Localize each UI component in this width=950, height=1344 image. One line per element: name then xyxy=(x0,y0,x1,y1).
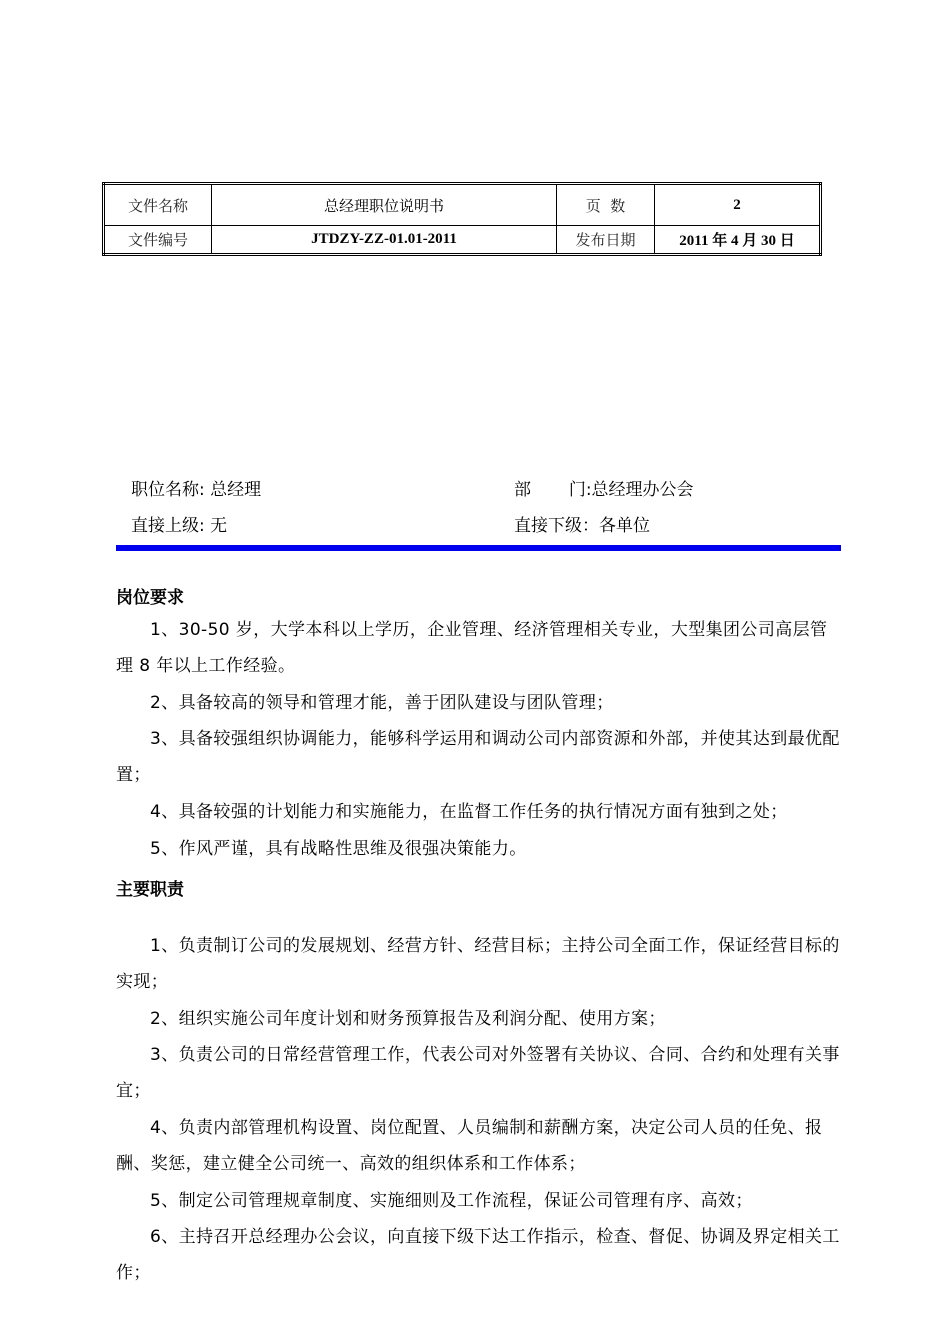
requirements-heading: 岗位要求 xyxy=(116,588,184,608)
requirement-item: 1、30-50 岁，大学本科以上学历，企业管理、经济管理相关专业，大型集团公司高层管理 8 年以上工作经验。 xyxy=(116,620,828,676)
date-label: 发布日期 xyxy=(557,226,655,255)
position-name: 职位名称: 总经理 xyxy=(131,480,262,500)
duty-item: 2、组织实施公司年度计划和财务预算报告及利润分配、使用方案； xyxy=(150,1009,666,1029)
duty-item: 1、负责制订公司的发展规划、经营方针、经营目标；主持公司全面工作，保证经营目标的实现； xyxy=(116,936,840,992)
file-name-value: 总经理职位说明书 xyxy=(212,184,557,226)
document-header-table xyxy=(102,182,822,256)
department: 部 门:总经理办公会 xyxy=(514,480,694,500)
direct-subordinate: 直接下级：各单位 xyxy=(514,516,650,536)
requirement-item: 2、具备较高的领导和管理才能，善于团队建设与团队管理； xyxy=(150,693,614,713)
requirement-item: 4、具备较强的计划能力和实施能力，在监督工作任务的执行情况方面有独到之处； xyxy=(150,802,788,822)
duty-item: 5、制定公司管理规章制度、实施细则及工作流程，保证公司管理有序、高效； xyxy=(150,1191,753,1211)
pages-label: 页 数 xyxy=(557,184,655,226)
duty-item: 4、负责内部管理机构设置、岗位配置、人员编制和薪酬方案，决定公司人员的任免、报酬、奖惩，建立健全公司统一、高效的组织体系和工作体系； xyxy=(116,1118,823,1174)
requirement-item: 5、作风严谨，具有战略性思维及很强决策能力。 xyxy=(150,839,527,859)
file-no-value: JTDZY-ZZ-01.01-2011 xyxy=(212,226,557,255)
direct-superior: 直接上级: 无 xyxy=(131,516,228,536)
duty-item: 6、主持召开总经理办公会议，向直接下级下达工作指示，检查、督促、协调及界定相关工作； xyxy=(116,1227,840,1283)
blue-divider xyxy=(116,545,841,551)
header-row-1 xyxy=(104,184,821,226)
pages-value: 2 xyxy=(655,184,821,226)
date-value: 2011 年 4 月 30 日 xyxy=(655,226,821,255)
requirement-item: 3、具备较强组织协调能力，能够科学运用和调动公司内部资源和外部，并使其达到最优配置； xyxy=(116,729,840,785)
header-row-2 xyxy=(104,226,821,255)
duty-item: 3、负责公司的日常经营管理工作，代表公司对外签署有关协议、合同、合约和处理有关事宜； xyxy=(116,1045,840,1101)
file-no-label: 文件编号 xyxy=(104,226,212,255)
file-name-label: 文件名称 xyxy=(104,184,212,226)
duties-heading: 主要职责 xyxy=(116,880,184,900)
